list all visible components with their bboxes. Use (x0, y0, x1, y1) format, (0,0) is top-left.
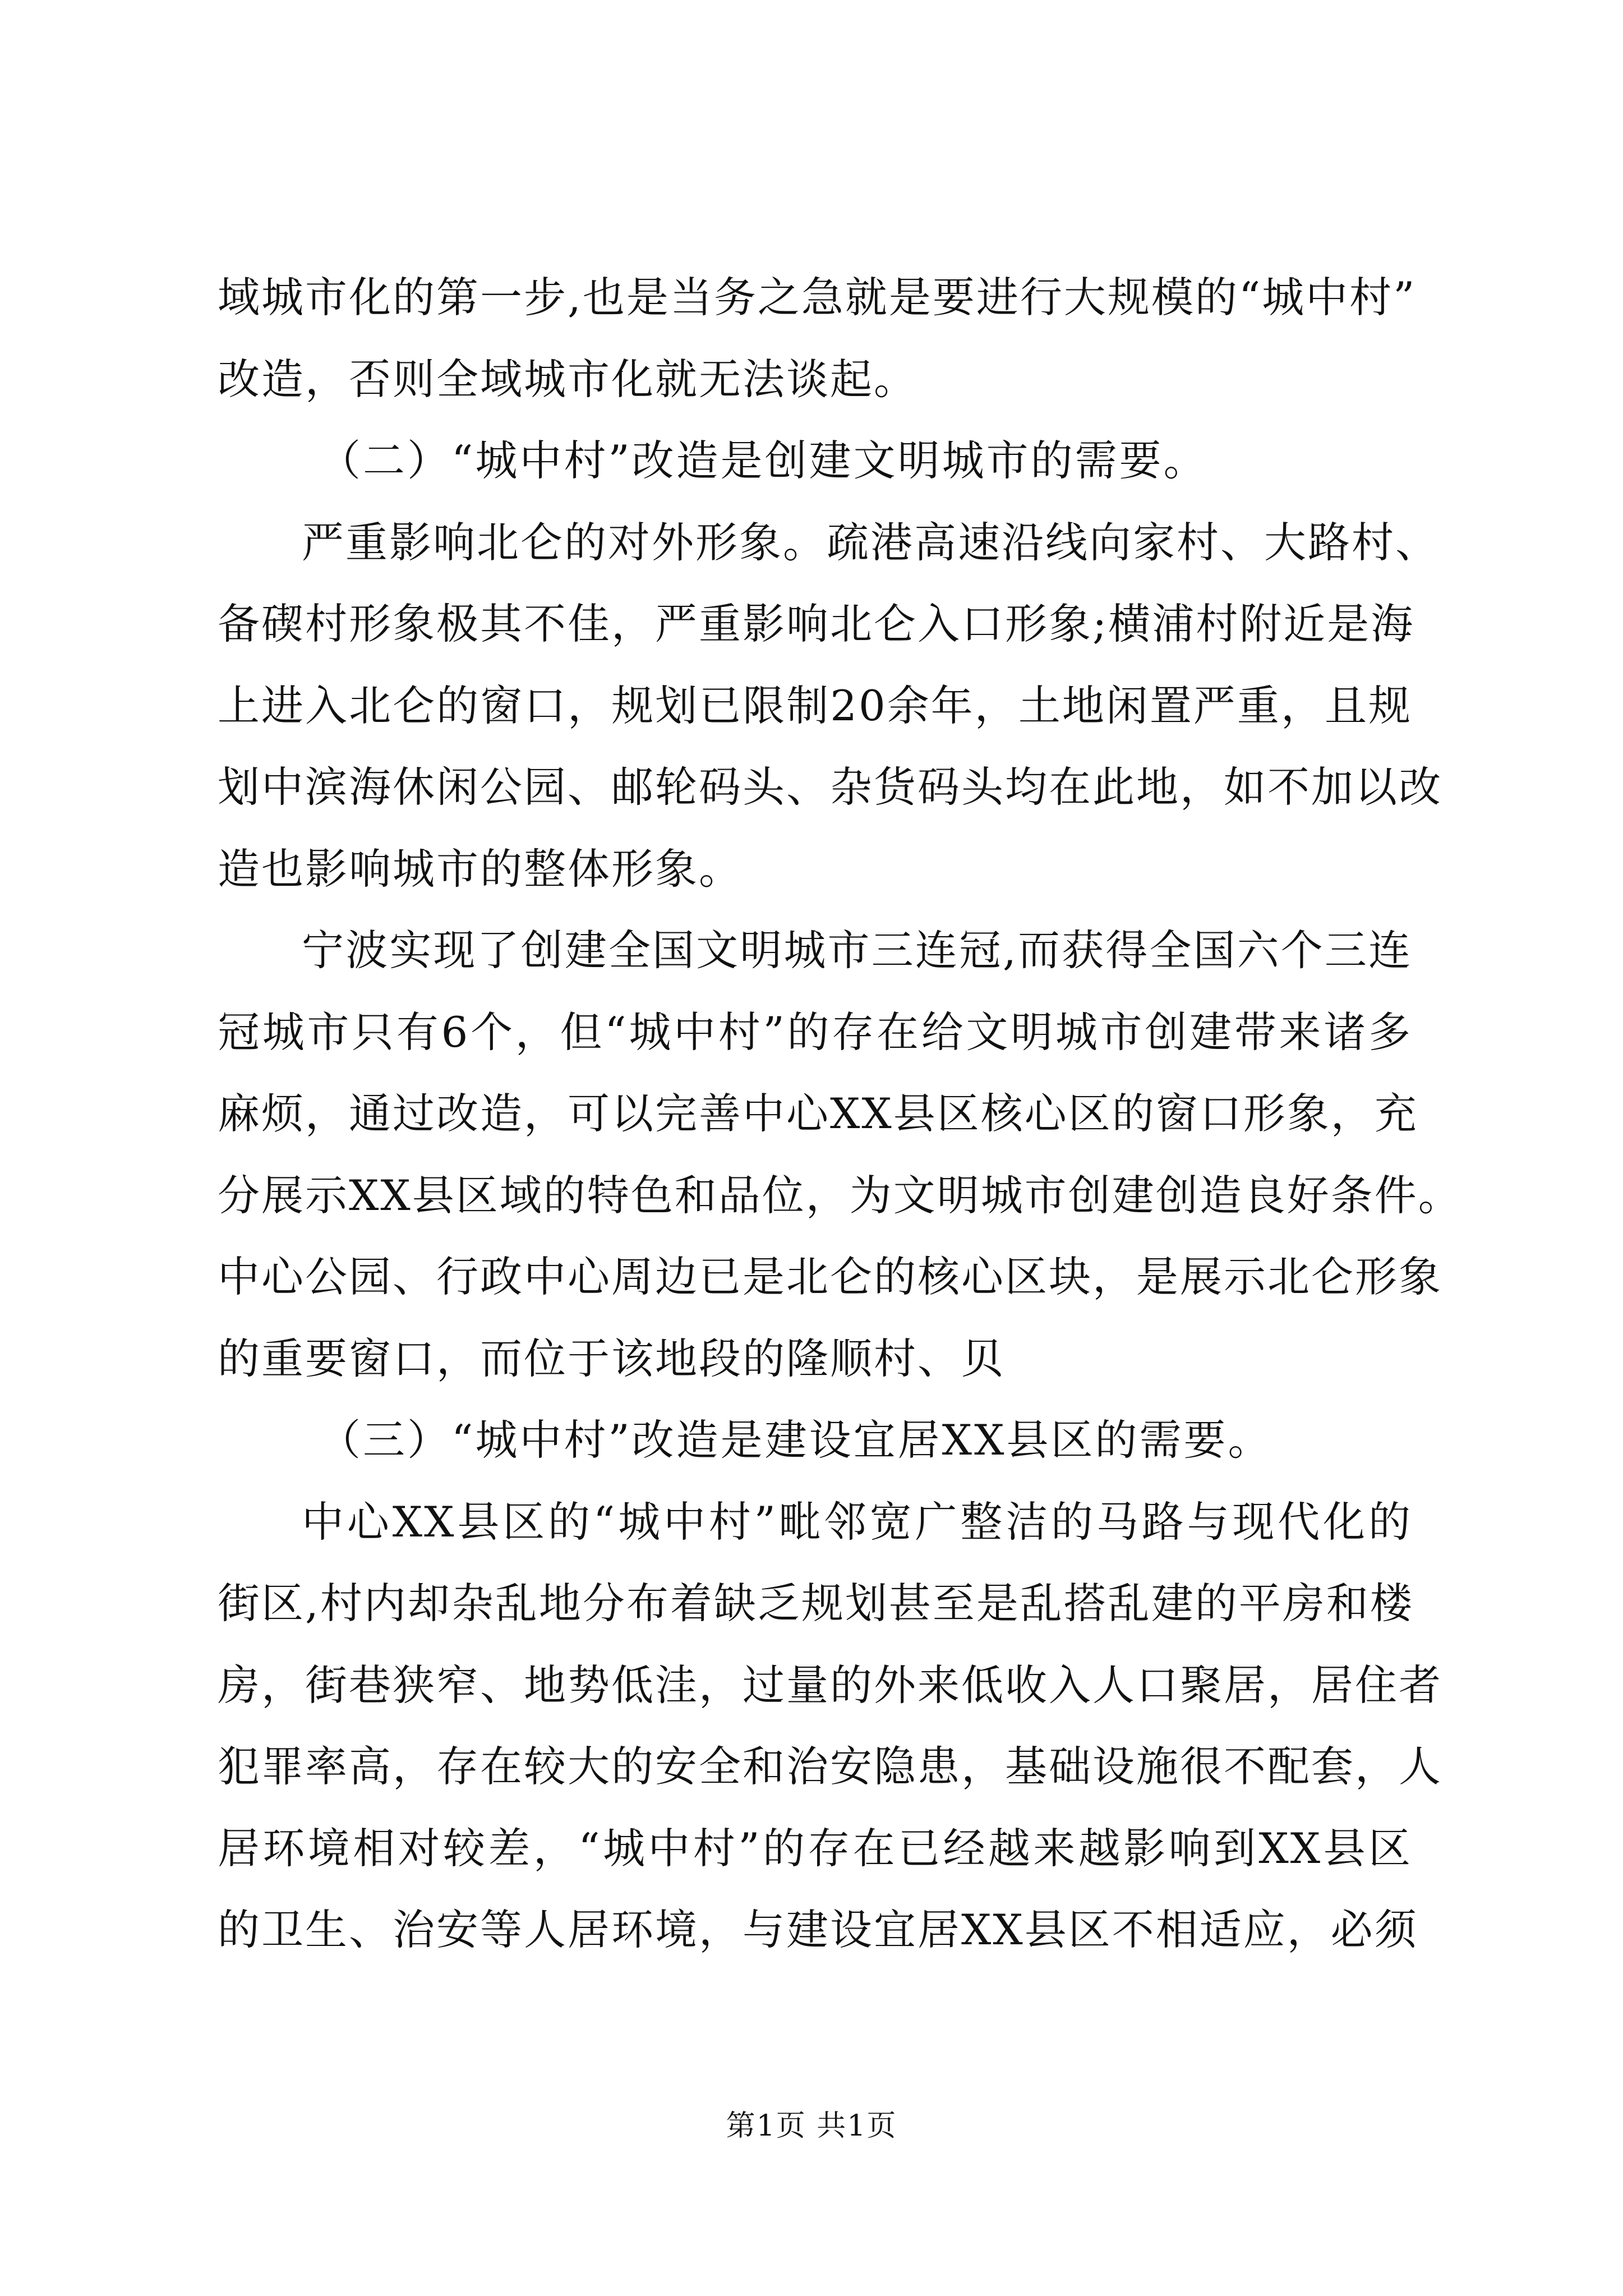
text-line: 备碶村形象极其不佳，严重影响北仑入口形象;横浦村附近是海 (218, 599, 1415, 648)
page-footer: 第1页 共1页 (726, 2109, 897, 2143)
text-line: 中心XX县区的“城中村”毗邻宽广整洁的马路与现代化的 (302, 1497, 1412, 1547)
text-line: 严重影响北仑的对外形象。疏港高速沿线向家村、大路村、 (302, 517, 1440, 567)
text-line: 街区,村内却杂乱地分布着缺乏规划甚至是乱搭乱建的平房和楼 (218, 1579, 1414, 1628)
document-body (218, 257, 1462, 1971)
text-line: 改造，否则全域城市化就无法谈起。 (218, 354, 918, 404)
text-line: 宁波实现了创建全国文明城市三连冠,而获得全国六个三连 (302, 926, 1412, 975)
text-line: 中心公园、行政中心周边已是北仑的核心区块，是展示北仑形象 (218, 1252, 1443, 1301)
text-line: 犯罪率高，存在较大的安全和治安隐患，基础设施很不配套，人 (218, 1742, 1443, 1791)
text-line: 冠城市只有6个，但“城中村”的存在给文明城市创建带来诸多 (218, 1007, 1412, 1057)
text-line: 划中滨海休闲公园、邮轮码头、杂货码头均在此地，如不加以改 (218, 762, 1443, 812)
text-line: 的重要窗口，而位于该地段的隆顺村、贝 (218, 1333, 1006, 1383)
text-line: 麻烦，通过改造，可以完善中心XX县区核心区的窗口形象，充 (218, 1089, 1418, 1138)
text-line: 造也影响城市的整体形象。 (218, 844, 743, 894)
section-heading: （二）“城中村”改造是创建文明城市的需要。 (319, 436, 1208, 485)
text-line: 分展示XX县区域的特色和品位，为文明城市创建创造良好条件。 (218, 1170, 1462, 1220)
text-line: 房，街巷狭窄、地势低洼，过量的外来低收入人口聚居，居住者 (218, 1660, 1443, 1710)
text-line: 的卫生、治安等人居环境，与建设宜居XX县区不相适应，必须 (218, 1905, 1418, 1954)
text-line: 居环境相对较差，“城中村”的存在已经越来越影响到XX县区 (218, 1823, 1412, 1873)
text-line: 上进入北仑的窗口，规划已限制20余年，土地闲置严重，且规 (218, 680, 1412, 730)
section-heading: （三）“城中村”改造是建设宜居XX县区的需要。 (319, 1415, 1272, 1465)
text-line: 域城市化的第一步,也是当务之急就是要进行大规模的“城中村” (218, 273, 1417, 322)
